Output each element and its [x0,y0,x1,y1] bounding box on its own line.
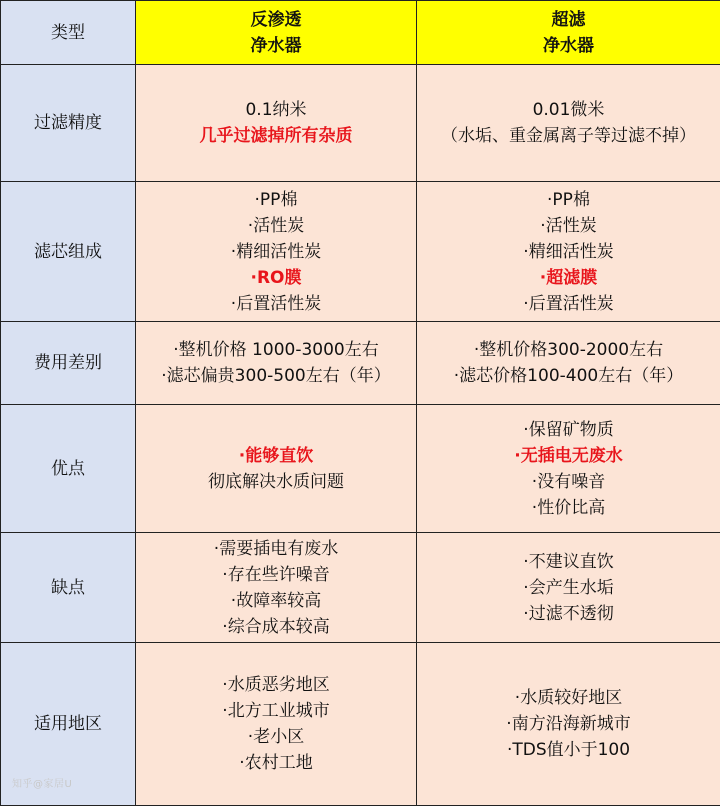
row-cost-difference [1,322,720,405]
watermark: 知乎@家居U [12,775,72,790]
cell-line: ·存在些许噪音 [140,562,412,588]
cell-line: ·需要插电有废水 [140,536,412,562]
cell-line: ·滤芯价格100-400左右（年） [421,363,716,389]
cell-line: ·保留矿物质 [421,417,716,443]
cell-line: ·老小区 [140,724,412,750]
header-ro-line: 净水器 [140,33,412,59]
header-uf-line: 超滤 [421,7,716,33]
highlight-text: 几乎过滤掉所有杂质 [140,123,412,149]
cell-line: ·精细活性炭 [140,239,412,265]
uf-cell [417,405,720,533]
cell-line: ·不建议直饮 [421,549,716,575]
cell-line: ·北方工业城市 [140,698,412,724]
cell-line: ·性价比高 [421,495,716,521]
row-label-cell [1,533,136,643]
row-filter-precision [1,65,720,182]
header-uf-line: 净水器 [421,33,716,59]
cell-line: ·故障率较高 [140,588,412,614]
header-label-cell [1,1,136,65]
cell-line: ·活性炭 [421,213,716,239]
cell-line: ·整机价格300-2000左右 [421,337,716,363]
ro-cell [136,405,417,533]
cell-line: ·南方沿海新城市 [421,711,716,737]
cell-line: ·滤芯偏贵300-500左右（年） [140,363,412,389]
cell-line: ·没有噪音 [421,469,716,495]
cell-line: 彻底解决水质问题 [140,469,412,495]
row-label: 费用差别 [34,353,102,373]
highlight-text: ·RO膜 [140,265,412,291]
header-uf-cell [417,1,720,65]
row-label: 适用地区 [34,714,102,734]
cell-line: ·过滤不透彻 [421,601,716,627]
row-label: 缺点 [51,578,85,598]
cell-line: （水垢、重金属离子等过滤不掉） [421,123,716,149]
uf-cell [417,643,720,806]
cell-line: 0.1纳米 [140,97,412,123]
ro-cell [136,322,417,405]
cell-line: ·会产生水垢 [421,575,716,601]
uf-cell [417,182,720,322]
highlight-text: ·超滤膜 [421,265,716,291]
cell-line: ·农村工地 [140,750,412,776]
row-label-cell [1,405,136,533]
row-disadvantages [1,533,720,643]
highlight-text: ·无插电无废水 [421,443,716,469]
row-label-cell [1,322,136,405]
row-label: 优点 [51,459,85,479]
cell-line: 0.01微米 [421,97,716,123]
uf-cell [417,322,720,405]
row-filter-composition [1,182,720,322]
uf-cell [417,533,720,643]
ro-cell [136,643,417,806]
cell-line: ·水质恶劣地区 [140,672,412,698]
cell-line: ·PP棉 [140,187,412,213]
cell-line: ·PP棉 [421,187,716,213]
cell-line: ·水质较好地区 [421,685,716,711]
cell-line: ·整机价格 1000-3000左右 [140,337,412,363]
row-label-cell [1,65,136,182]
cell-line: ·活性炭 [140,213,412,239]
row-advantages [1,405,720,533]
ro-cell [136,533,417,643]
cell-line: ·TDS值小于100 [421,737,716,763]
header-ro-cell [136,1,417,65]
ro-cell [136,65,417,182]
highlight-text: ·能够直饮 [140,443,412,469]
row-label-cell [1,182,136,322]
row-applicable-regions [1,643,720,806]
header-ro-line: 反渗透 [140,7,412,33]
uf-cell [417,65,720,182]
header-label: 类型 [51,23,85,43]
cell-line: ·后置活性炭 [421,291,716,317]
header-row [1,1,720,65]
row-label: 滤芯组成 [34,242,102,262]
cell-line: ·综合成本较高 [140,614,412,640]
cell-line: ·精细活性炭 [421,239,716,265]
row-label: 过滤精度 [34,113,102,133]
ro-cell [136,182,417,322]
cell-line: ·后置活性炭 [140,291,412,317]
